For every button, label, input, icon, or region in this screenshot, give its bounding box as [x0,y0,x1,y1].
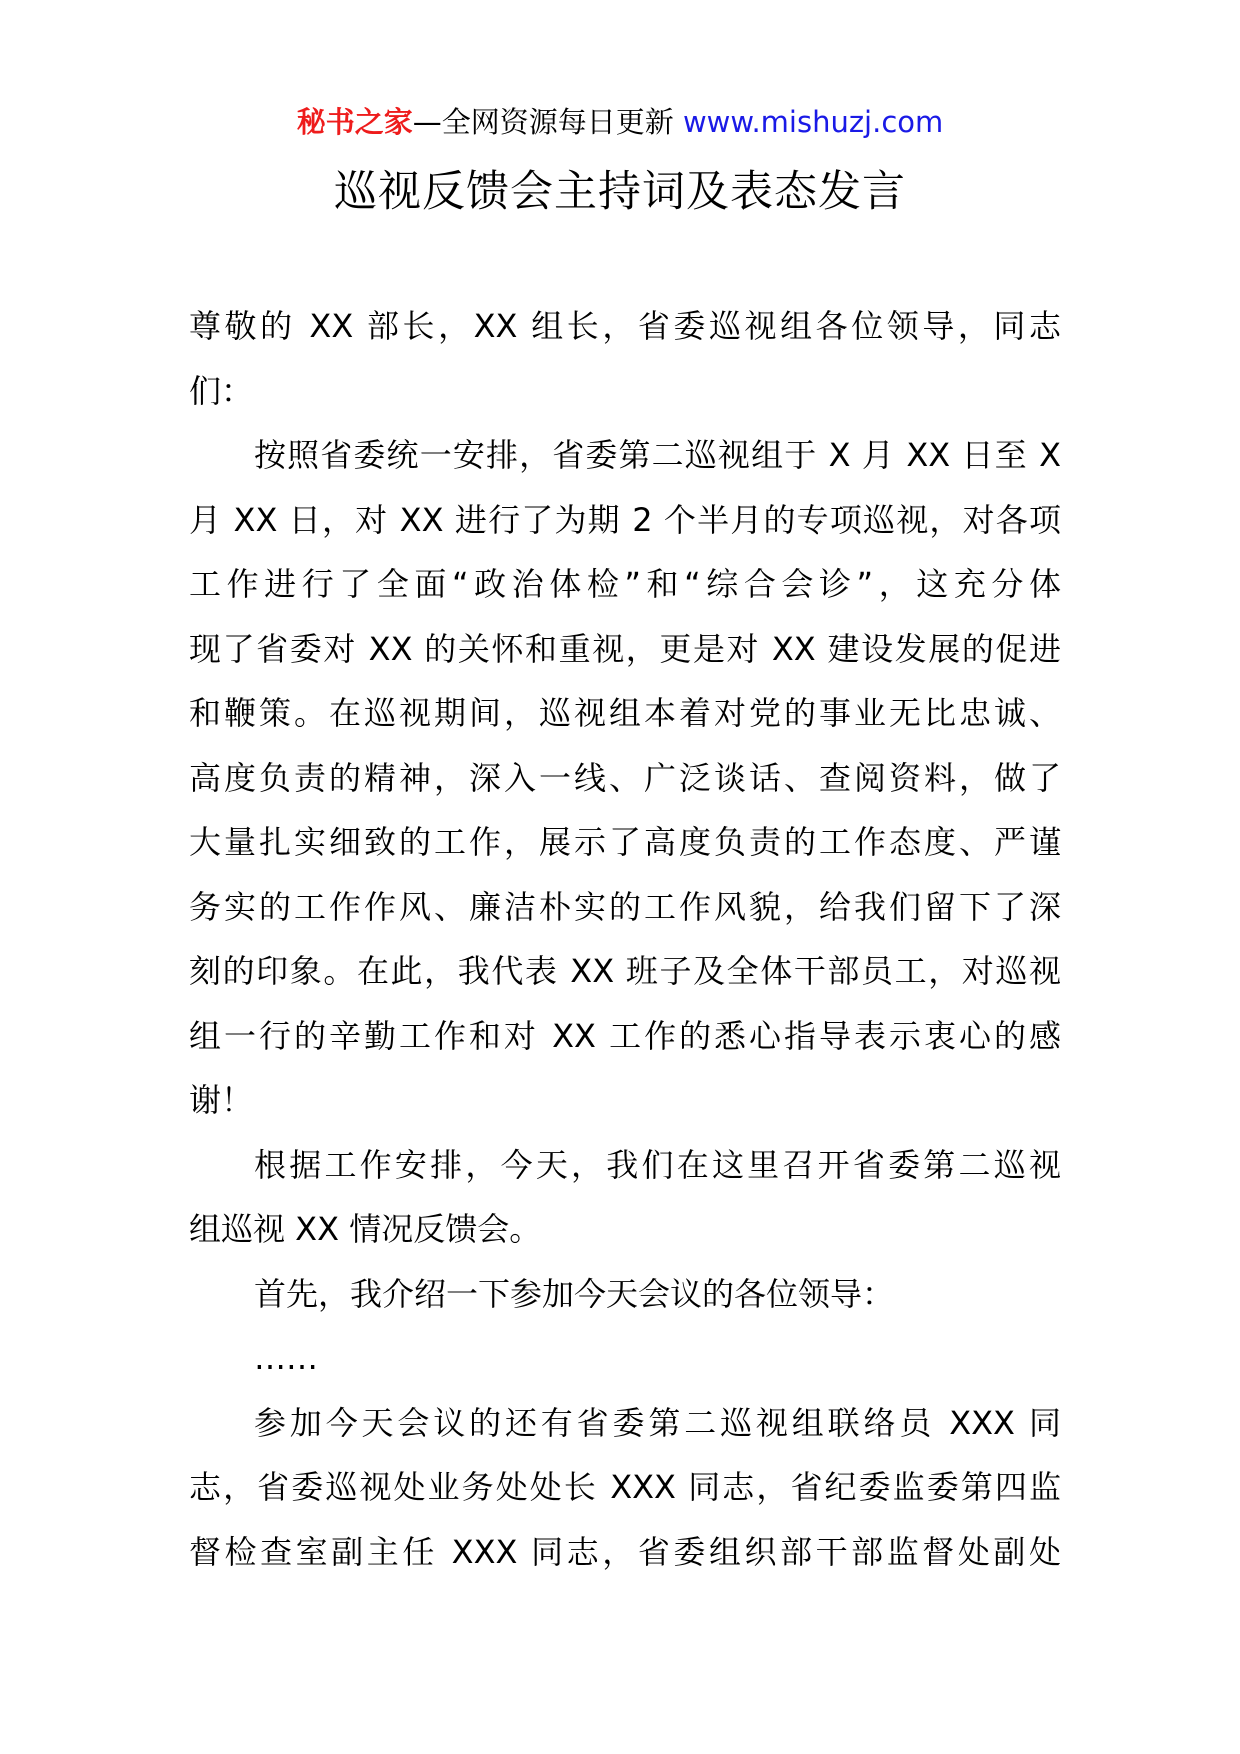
body-line: 志，省委巡视处业务处处长 XXX 同志，省纪委监委第四监 [189,1468,1061,1506]
body-line: 组一行的辛勤工作和对 XX 工作的悉心指导表示衷心的感 [189,1016,1061,1055]
site-tagline: —全网资源每日更新 [412,105,683,139]
body-line: 和鞭策。在巡视期间，巡视组本着对党的事业无比忠诚、 [189,694,1061,732]
body-line: 工作进行了全面“政治体检”和“综合会诊”，这充分体 [189,565,1061,603]
document-title: 巡视反馈会主持词及表态发言 [334,167,906,217]
body-line: 高度负责的精神，深入一线、广泛谈话、查阅资料，做了 [189,758,1061,797]
body-line: 务实的工作作风、廉洁朴实的工作风貌，给我们留下了深 [189,887,1061,926]
body-line: 刻的印象。在此，我代表 XX 班子及全体干部员工，对巡视 [189,952,1061,990]
body-line: 尊敬的 XX 部长，XX 组长，省委巡视组各位领导，同志 [189,307,1061,345]
body-line: 月 XX 日，对 XX 进行了为期 2 个半月的专项巡视，对各项 [189,500,1061,539]
body-line: 组巡视 XX 情况反馈会。 [189,1210,542,1248]
body-line: 按照省委统一安排，省委第二巡视组于 X 月 XX 日至 X [254,436,1061,474]
body-line: …… [254,1339,318,1377]
body-line: 根据工作安排，今天，我们在这里召开省委第二巡视 [254,1145,1061,1184]
body-line: 督检查室副主任 XXX 同志，省委组织部干部监督处副处 [189,1532,1061,1571]
body-line: 现了省委对 XX 的关怀和重视，更是对 XX 建设发展的促进 [189,629,1061,668]
body-line: 谢！ [189,1081,254,1119]
body-line: 们： [189,371,254,410]
site-header [0,102,1240,142]
body-line: 大量扎实细致的工作，展示了高度负责的工作态度、严谨 [189,823,1061,861]
body-line: 参加今天会议的还有省委第二巡视组联络员 XXX 同 [254,1403,1061,1442]
body-line: 首先，我介绍一下参加今天会议的各位领导： [254,1274,895,1313]
site-url[interactable]: www.mishuzj.com [682,105,944,139]
site-brand: 秘书之家 [296,105,413,139]
document-body [189,294,1061,1584]
